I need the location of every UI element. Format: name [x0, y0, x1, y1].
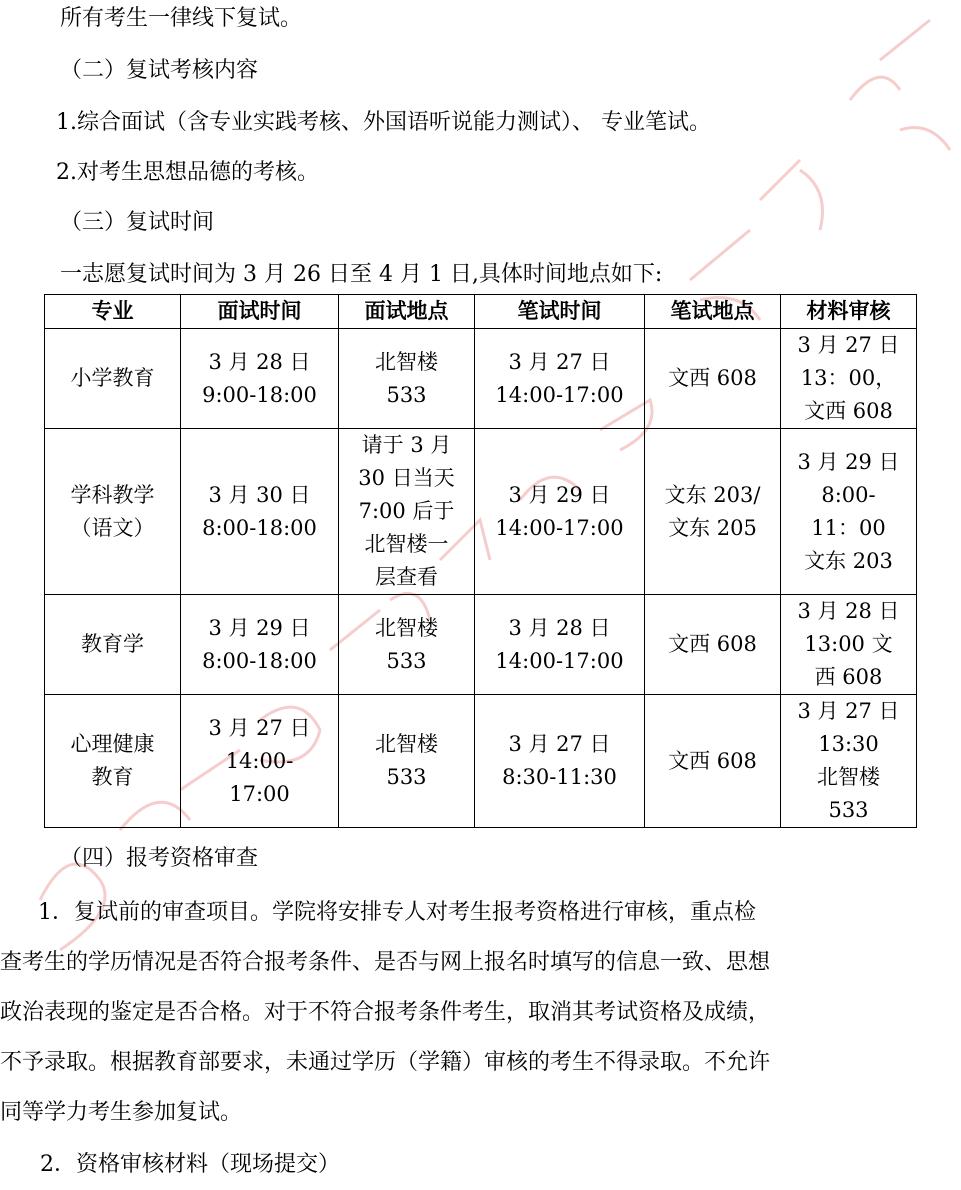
cell-exam-time: 3 月 28 日 14:00-17:00: [475, 595, 645, 695]
paragraph-line: 同等学力考生参加复试。: [0, 1100, 243, 1125]
table-row: [45, 595, 917, 695]
table-row: [45, 329, 917, 429]
content-item-1: 1.综合面试（含专业实践考核、外国语听说能力测试）、 专业笔试。: [56, 110, 711, 135]
cell-interview-place: 北智楼 533: [339, 695, 475, 828]
paragraph-line: 政治表现的鉴定是否合格。对于不符合报考条件考生，取消其考试资格及成绩，: [0, 1000, 771, 1025]
section-heading-qualification: （四）报考资格审查: [60, 846, 259, 871]
cell-interview-time: 3 月 28 日 9:00-18:00: [181, 329, 339, 429]
cell-interview-place: 北智楼 533: [339, 595, 475, 695]
table-row: [45, 429, 917, 595]
cell-review: 3 月 28 日 13:00 文 西 608: [781, 595, 917, 695]
cell-review: 3 月 27 日 13:30 北智楼 533: [781, 695, 917, 828]
header-interview-place: 面试地点: [339, 295, 475, 329]
schedule-intro: 一志愿复试时间为 3 月 26 日至 4 月 1 日,具体时间地点如下:: [60, 262, 663, 287]
cell-exam-place: 文西 608: [645, 595, 781, 695]
header-exam-time: 笔试时间: [475, 295, 645, 329]
cell-major: 教育学: [45, 595, 181, 695]
paragraph-line: 查考生的学历情况是否符合报考条件、是否与网上报名时填写的信息一致、思想: [0, 950, 771, 975]
cell-major: 心理健康 教育: [45, 695, 181, 828]
header-major: 专业: [45, 295, 181, 329]
cell-exam-place: 文西 608: [645, 695, 781, 828]
cell-exam-place: 文东 203/ 文东 205: [645, 429, 781, 595]
cell-review: 3 月 29 日 8:00- 11：00 文东 203: [781, 429, 917, 595]
cell-major: 小学教育: [45, 329, 181, 429]
header-interview-time: 面试时间: [181, 295, 339, 329]
section-heading-content: （二）复试考核内容: [60, 58, 259, 83]
cell-interview-place: 请于 3 月 30 日当天 7:00 后于 北智楼一 层查看: [339, 429, 475, 595]
section-heading-time: （三）复试时间: [60, 210, 215, 235]
cell-interview-place: 北智楼 533: [339, 329, 475, 429]
cell-interview-time: 3 月 30 日 8:00-18:00: [181, 429, 339, 595]
content-item-2: 2.对考生思想品德的考核。: [56, 160, 319, 185]
cell-interview-time: 3 月 29 日 8:00-18:00: [181, 595, 339, 695]
cell-exam-place: 文西 608: [645, 329, 781, 429]
cell-exam-time: 3 月 29 日 14:00-17:00: [475, 429, 645, 595]
header-exam-place: 笔试地点: [645, 295, 781, 329]
paragraph-line: 不予录取。根据教育部要求，未通过学历（学籍）审核的考生不得录取。不允许: [0, 1050, 771, 1075]
cell-exam-time: 3 月 27 日 14:00-17:00: [475, 329, 645, 429]
cell-exam-time: 3 月 27 日 8:30-11:30: [475, 695, 645, 828]
intro-line: 所有考生一律线下复试。: [60, 6, 303, 31]
cell-interview-time: 3 月 27 日 14:00- 17:00: [181, 695, 339, 828]
cell-major: 学科教学 （语文）: [45, 429, 181, 595]
header-review: 材料审核: [781, 295, 917, 329]
schedule-table: [44, 294, 917, 828]
qualification-item-2: 2．资格审核材料（现场提交）: [40, 1152, 340, 1177]
table-row: [45, 695, 917, 828]
cell-review: 3 月 27 日 13：00， 文西 608: [781, 329, 917, 429]
table-header-row: [45, 295, 917, 329]
paragraph-line: 1．复试前的审查项目。学院将安排专人对考生报考资格进行审核，重点检: [16, 900, 756, 925]
